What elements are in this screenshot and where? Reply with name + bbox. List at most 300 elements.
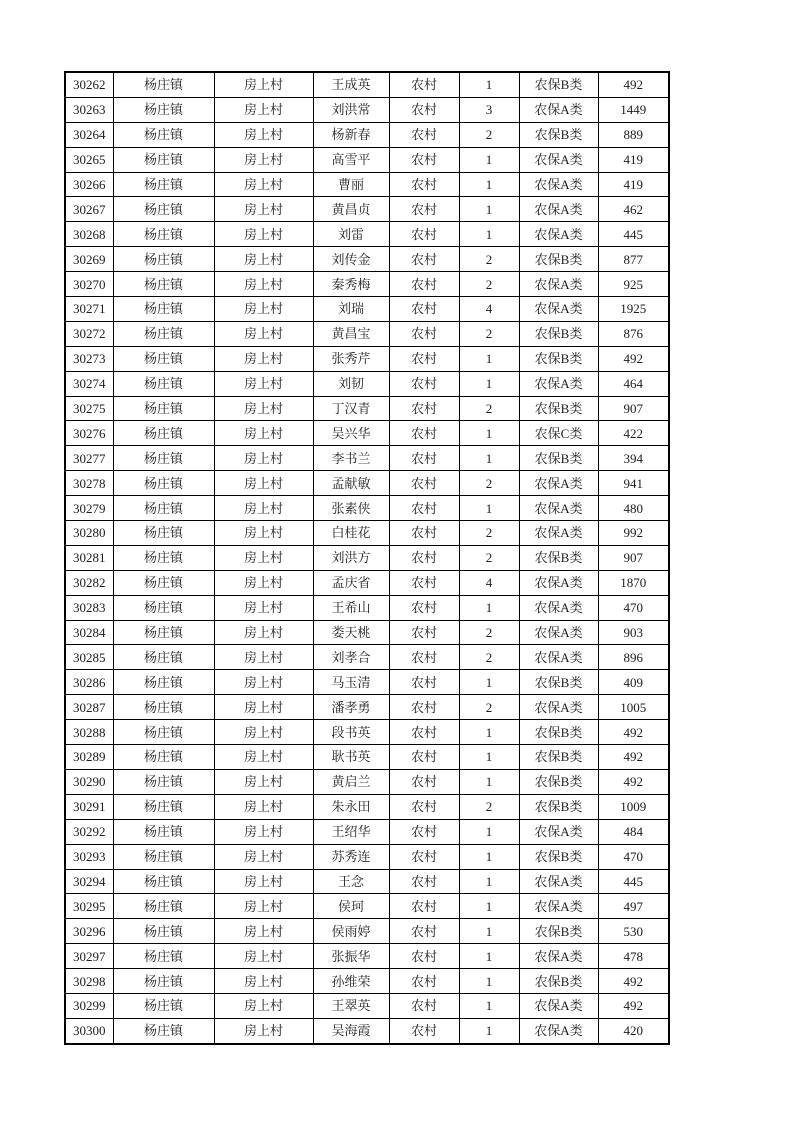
cell-village: 房上村 [214, 197, 313, 222]
cell-town: 杨庄镇 [113, 595, 214, 620]
cell-amount: 464 [598, 371, 669, 396]
cell-village: 房上村 [214, 919, 313, 944]
cell-residence-type: 农村 [389, 147, 459, 172]
cell-town: 杨庄镇 [113, 321, 214, 346]
cell-town: 杨庄镇 [113, 421, 214, 446]
cell-serial-number: 30294 [65, 869, 113, 894]
cell-residence-type: 农村 [389, 197, 459, 222]
cell-person-count: 1 [459, 1018, 519, 1043]
cell-amount: 896 [598, 645, 669, 670]
table-row [65, 521, 669, 546]
cell-serial-number: 30290 [65, 769, 113, 794]
cell-person-name: 苏秀连 [313, 844, 389, 869]
cell-amount: 484 [598, 819, 669, 844]
cell-amount: 1005 [598, 695, 669, 720]
cell-person-count: 2 [459, 272, 519, 297]
cell-person-count: 1 [459, 720, 519, 745]
cell-amount: 1009 [598, 794, 669, 819]
cell-person-count: 1 [459, 894, 519, 919]
cell-person-name: 王念 [313, 869, 389, 894]
cell-person-name: 潘孝勇 [313, 695, 389, 720]
cell-serial-number: 30268 [65, 222, 113, 247]
cell-residence-type: 农村 [389, 894, 459, 919]
cell-residence-type: 农村 [389, 670, 459, 695]
cell-town: 杨庄镇 [113, 446, 214, 471]
cell-town: 杨庄镇 [113, 197, 214, 222]
cell-insurance-category: 农保B类 [519, 769, 598, 794]
cell-amount: 903 [598, 620, 669, 645]
cell-residence-type: 农村 [389, 969, 459, 994]
table-row [65, 147, 669, 172]
cell-person-count: 1 [459, 844, 519, 869]
cell-town: 杨庄镇 [113, 297, 214, 322]
cell-serial-number: 30282 [65, 570, 113, 595]
cell-town: 杨庄镇 [113, 471, 214, 496]
cell-serial-number: 30270 [65, 272, 113, 297]
cell-residence-type: 农村 [389, 72, 459, 97]
cell-village: 房上村 [214, 993, 313, 1018]
cell-town: 杨庄镇 [113, 97, 214, 122]
cell-insurance-category: 农保B类 [519, 321, 598, 346]
cell-person-count: 2 [459, 695, 519, 720]
cell-village: 房上村 [214, 72, 313, 97]
cell-insurance-category: 农保A类 [519, 894, 598, 919]
cell-town: 杨庄镇 [113, 993, 214, 1018]
cell-amount: 530 [598, 919, 669, 944]
cell-person-count: 1 [459, 346, 519, 371]
cell-person-name: 孙维荣 [313, 969, 389, 994]
cell-town: 杨庄镇 [113, 371, 214, 396]
table-row [65, 72, 669, 97]
cell-amount: 925 [598, 272, 669, 297]
cell-serial-number: 30283 [65, 595, 113, 620]
cell-town: 杨庄镇 [113, 620, 214, 645]
cell-residence-type: 农村 [389, 595, 459, 620]
cell-insurance-category: 农保A类 [519, 297, 598, 322]
cell-person-count: 1 [459, 769, 519, 794]
table-row [65, 122, 669, 147]
cell-serial-number: 30273 [65, 346, 113, 371]
cell-insurance-category: 农保B类 [519, 969, 598, 994]
cell-person-count: 2 [459, 620, 519, 645]
cell-serial-number: 30280 [65, 521, 113, 546]
cell-amount: 419 [598, 172, 669, 197]
cell-person-count: 1 [459, 919, 519, 944]
cell-serial-number: 30291 [65, 794, 113, 819]
cell-person-name: 马玉清 [313, 670, 389, 695]
cell-residence-type: 农村 [389, 297, 459, 322]
cell-serial-number: 30281 [65, 545, 113, 570]
cell-person-name: 秦秀梅 [313, 272, 389, 297]
cell-serial-number: 30265 [65, 147, 113, 172]
cell-town: 杨庄镇 [113, 919, 214, 944]
cell-serial-number: 30287 [65, 695, 113, 720]
cell-serial-number: 30300 [65, 1018, 113, 1043]
cell-village: 房上村 [214, 396, 313, 421]
cell-village: 房上村 [214, 944, 313, 969]
cell-residence-type: 农村 [389, 545, 459, 570]
cell-serial-number: 30274 [65, 371, 113, 396]
cell-serial-number: 30295 [65, 894, 113, 919]
cell-town: 杨庄镇 [113, 521, 214, 546]
cell-person-name: 王成英 [313, 72, 389, 97]
table-row [65, 620, 669, 645]
cell-town: 杨庄镇 [113, 1018, 214, 1043]
cell-town: 杨庄镇 [113, 645, 214, 670]
table-row [65, 446, 669, 471]
cell-insurance-category: 农保B类 [519, 794, 598, 819]
cell-village: 房上村 [214, 869, 313, 894]
cell-insurance-category: 农保A类 [519, 570, 598, 595]
table-row [65, 670, 669, 695]
cell-serial-number: 30289 [65, 745, 113, 770]
cell-village: 房上村 [214, 844, 313, 869]
cell-person-name: 王绍华 [313, 819, 389, 844]
cell-amount: 497 [598, 894, 669, 919]
cell-village: 房上村 [214, 446, 313, 471]
cell-residence-type: 农村 [389, 620, 459, 645]
cell-person-name: 刘孝合 [313, 645, 389, 670]
cell-town: 杨庄镇 [113, 720, 214, 745]
cell-town: 杨庄镇 [113, 844, 214, 869]
cell-village: 房上村 [214, 794, 313, 819]
cell-residence-type: 农村 [389, 222, 459, 247]
cell-insurance-category: 农保B类 [519, 396, 598, 421]
cell-village: 房上村 [214, 321, 313, 346]
cell-residence-type: 农村 [389, 421, 459, 446]
table-row [65, 247, 669, 272]
cell-person-count: 1 [459, 421, 519, 446]
cell-serial-number: 30284 [65, 620, 113, 645]
cell-person-name: 黄昌宝 [313, 321, 389, 346]
cell-serial-number: 30297 [65, 944, 113, 969]
cell-amount: 470 [598, 844, 669, 869]
cell-village: 房上村 [214, 521, 313, 546]
cell-person-name: 吴海霞 [313, 1018, 389, 1043]
table-row [65, 720, 669, 745]
cell-village: 房上村 [214, 570, 313, 595]
cell-village: 房上村 [214, 122, 313, 147]
cell-person-name: 孟献敏 [313, 471, 389, 496]
cell-serial-number: 30266 [65, 172, 113, 197]
table-row [65, 496, 669, 521]
cell-person-count: 2 [459, 122, 519, 147]
cell-insurance-category: 农保A类 [519, 645, 598, 670]
cell-village: 房上村 [214, 222, 313, 247]
cell-person-name: 李书兰 [313, 446, 389, 471]
cell-insurance-category: 农保C类 [519, 421, 598, 446]
table-row [65, 321, 669, 346]
cell-serial-number: 30292 [65, 819, 113, 844]
cell-residence-type: 农村 [389, 745, 459, 770]
cell-residence-type: 农村 [389, 695, 459, 720]
cell-amount: 394 [598, 446, 669, 471]
cell-person-count: 2 [459, 521, 519, 546]
cell-insurance-category: 农保A类 [519, 147, 598, 172]
cell-village: 房上村 [214, 969, 313, 994]
cell-person-name: 白桂花 [313, 521, 389, 546]
cell-serial-number: 30271 [65, 297, 113, 322]
cell-village: 房上村 [214, 745, 313, 770]
table-row [65, 844, 669, 869]
table-row [65, 471, 669, 496]
cell-amount: 492 [598, 720, 669, 745]
cell-person-name: 刘洪方 [313, 545, 389, 570]
cell-person-name: 高雪平 [313, 147, 389, 172]
cell-residence-type: 农村 [389, 570, 459, 595]
table-row [65, 944, 669, 969]
cell-town: 杨庄镇 [113, 496, 214, 521]
table-row [65, 346, 669, 371]
cell-residence-type: 农村 [389, 819, 459, 844]
records-table [64, 71, 670, 1045]
cell-town: 杨庄镇 [113, 944, 214, 969]
cell-town: 杨庄镇 [113, 272, 214, 297]
cell-serial-number: 30277 [65, 446, 113, 471]
cell-insurance-category: 农保B类 [519, 745, 598, 770]
cell-serial-number: 30285 [65, 645, 113, 670]
cell-village: 房上村 [214, 545, 313, 570]
cell-residence-type: 农村 [389, 346, 459, 371]
cell-person-count: 4 [459, 297, 519, 322]
cell-residence-type: 农村 [389, 122, 459, 147]
table-row [65, 645, 669, 670]
cell-person-count: 2 [459, 396, 519, 421]
cell-amount: 420 [598, 1018, 669, 1043]
table-row [65, 695, 669, 720]
cell-person-name: 刘传金 [313, 247, 389, 272]
cell-village: 房上村 [214, 1018, 313, 1043]
cell-residence-type: 农村 [389, 471, 459, 496]
cell-person-count: 2 [459, 645, 519, 670]
cell-amount: 492 [598, 346, 669, 371]
cell-insurance-category: 农保B类 [519, 670, 598, 695]
cell-person-count: 1 [459, 595, 519, 620]
cell-town: 杨庄镇 [113, 147, 214, 172]
cell-person-name: 王翠英 [313, 993, 389, 1018]
cell-town: 杨庄镇 [113, 670, 214, 695]
cell-insurance-category: 农保A类 [519, 197, 598, 222]
cell-amount: 492 [598, 769, 669, 794]
cell-insurance-category: 农保A类 [519, 222, 598, 247]
cell-residence-type: 农村 [389, 769, 459, 794]
cell-person-count: 2 [459, 321, 519, 346]
cell-residence-type: 农村 [389, 172, 459, 197]
cell-town: 杨庄镇 [113, 745, 214, 770]
cell-insurance-category: 农保B类 [519, 247, 598, 272]
cell-person-count: 2 [459, 545, 519, 570]
cell-town: 杨庄镇 [113, 72, 214, 97]
cell-serial-number: 30288 [65, 720, 113, 745]
cell-person-count: 2 [459, 794, 519, 819]
cell-person-count: 1 [459, 745, 519, 770]
cell-insurance-category: 农保B类 [519, 122, 598, 147]
cell-person-count: 1 [459, 993, 519, 1018]
cell-person-name: 张秀芹 [313, 346, 389, 371]
cell-person-count: 1 [459, 819, 519, 844]
cell-person-count: 1 [459, 72, 519, 97]
cell-town: 杨庄镇 [113, 769, 214, 794]
cell-serial-number: 30276 [65, 421, 113, 446]
cell-insurance-category: 农保A类 [519, 272, 598, 297]
cell-amount: 1870 [598, 570, 669, 595]
cell-person-count: 1 [459, 944, 519, 969]
cell-town: 杨庄镇 [113, 969, 214, 994]
cell-residence-type: 农村 [389, 97, 459, 122]
cell-village: 房上村 [214, 819, 313, 844]
cell-village: 房上村 [214, 471, 313, 496]
cell-amount: 492 [598, 993, 669, 1018]
cell-town: 杨庄镇 [113, 222, 214, 247]
cell-village: 房上村 [214, 297, 313, 322]
cell-amount: 907 [598, 545, 669, 570]
cell-amount: 492 [598, 72, 669, 97]
cell-person-count: 2 [459, 471, 519, 496]
cell-village: 房上村 [214, 645, 313, 670]
cell-insurance-category: 农保A类 [519, 993, 598, 1018]
cell-person-name: 黄启兰 [313, 769, 389, 794]
cell-serial-number: 30263 [65, 97, 113, 122]
table-row [65, 794, 669, 819]
cell-amount: 445 [598, 869, 669, 894]
cell-amount: 445 [598, 222, 669, 247]
cell-insurance-category: 农保B类 [519, 545, 598, 570]
cell-town: 杨庄镇 [113, 172, 214, 197]
table-row [65, 272, 669, 297]
cell-person-count: 3 [459, 97, 519, 122]
records-table-body [65, 72, 669, 1044]
cell-insurance-category: 农保B类 [519, 720, 598, 745]
cell-person-count: 1 [459, 172, 519, 197]
cell-amount: 941 [598, 471, 669, 496]
cell-town: 杨庄镇 [113, 869, 214, 894]
cell-village: 房上村 [214, 346, 313, 371]
cell-amount: 470 [598, 595, 669, 620]
cell-insurance-category: 农保A类 [519, 869, 598, 894]
cell-residence-type: 农村 [389, 1018, 459, 1043]
cell-insurance-category: 农保A类 [519, 97, 598, 122]
table-row [65, 894, 669, 919]
cell-serial-number: 30264 [65, 122, 113, 147]
cell-person-name: 曹丽 [313, 172, 389, 197]
cell-amount: 877 [598, 247, 669, 272]
cell-insurance-category: 农保A类 [519, 471, 598, 496]
table-row [65, 371, 669, 396]
cell-person-count: 1 [459, 197, 519, 222]
cell-person-name: 娄天桃 [313, 620, 389, 645]
cell-residence-type: 农村 [389, 794, 459, 819]
table-row [65, 545, 669, 570]
cell-amount: 889 [598, 122, 669, 147]
cell-village: 房上村 [214, 421, 313, 446]
cell-insurance-category: 农保B类 [519, 72, 598, 97]
table-row [65, 595, 669, 620]
cell-serial-number: 30298 [65, 969, 113, 994]
cell-residence-type: 农村 [389, 396, 459, 421]
cell-insurance-category: 农保A类 [519, 695, 598, 720]
cell-village: 房上村 [214, 720, 313, 745]
cell-person-count: 1 [459, 869, 519, 894]
table-row [65, 172, 669, 197]
table-row [65, 919, 669, 944]
cell-person-name: 侯雨婷 [313, 919, 389, 944]
cell-town: 杨庄镇 [113, 819, 214, 844]
cell-serial-number: 30267 [65, 197, 113, 222]
table-row [65, 969, 669, 994]
cell-amount: 462 [598, 197, 669, 222]
cell-village: 房上村 [214, 695, 313, 720]
cell-village: 房上村 [214, 496, 313, 521]
cell-town: 杨庄镇 [113, 396, 214, 421]
cell-residence-type: 农村 [389, 645, 459, 670]
cell-person-name: 吴兴华 [313, 421, 389, 446]
table-row [65, 421, 669, 446]
cell-village: 房上村 [214, 595, 313, 620]
cell-amount: 419 [598, 147, 669, 172]
cell-person-name: 刘洪常 [313, 97, 389, 122]
cell-person-name: 刘韧 [313, 371, 389, 396]
cell-person-name: 侯珂 [313, 894, 389, 919]
cell-serial-number: 30275 [65, 396, 113, 421]
cell-village: 房上村 [214, 147, 313, 172]
cell-serial-number: 30278 [65, 471, 113, 496]
cell-town: 杨庄镇 [113, 545, 214, 570]
cell-town: 杨庄镇 [113, 346, 214, 371]
cell-village: 房上村 [214, 670, 313, 695]
cell-person-count: 4 [459, 570, 519, 595]
table-row [65, 396, 669, 421]
cell-insurance-category: 农保B类 [519, 919, 598, 944]
cell-person-name: 张素侠 [313, 496, 389, 521]
cell-serial-number: 30262 [65, 72, 113, 97]
cell-amount: 492 [598, 969, 669, 994]
cell-amount: 480 [598, 496, 669, 521]
cell-person-count: 1 [459, 371, 519, 396]
cell-residence-type: 农村 [389, 371, 459, 396]
table-row [65, 869, 669, 894]
cell-person-name: 孟庆省 [313, 570, 389, 595]
cell-serial-number: 30279 [65, 496, 113, 521]
cell-insurance-category: 农保B类 [519, 446, 598, 471]
cell-person-name: 刘雷 [313, 222, 389, 247]
cell-person-name: 刘瑞 [313, 297, 389, 322]
cell-residence-type: 农村 [389, 496, 459, 521]
cell-person-name: 段书英 [313, 720, 389, 745]
cell-serial-number: 30286 [65, 670, 113, 695]
cell-insurance-category: 农保A类 [519, 521, 598, 546]
cell-village: 房上村 [214, 894, 313, 919]
cell-insurance-category: 农保A类 [519, 595, 598, 620]
cell-person-name: 丁汉青 [313, 396, 389, 421]
cell-town: 杨庄镇 [113, 247, 214, 272]
table-row [65, 197, 669, 222]
cell-serial-number: 30269 [65, 247, 113, 272]
cell-village: 房上村 [214, 172, 313, 197]
table-row [65, 97, 669, 122]
cell-town: 杨庄镇 [113, 894, 214, 919]
cell-person-count: 1 [459, 670, 519, 695]
cell-town: 杨庄镇 [113, 794, 214, 819]
cell-person-count: 1 [459, 496, 519, 521]
cell-village: 房上村 [214, 272, 313, 297]
cell-person-count: 2 [459, 247, 519, 272]
cell-serial-number: 30296 [65, 919, 113, 944]
cell-person-count: 1 [459, 969, 519, 994]
cell-person-name: 耿书英 [313, 745, 389, 770]
cell-amount: 409 [598, 670, 669, 695]
cell-person-count: 1 [459, 222, 519, 247]
cell-person-count: 1 [459, 446, 519, 471]
